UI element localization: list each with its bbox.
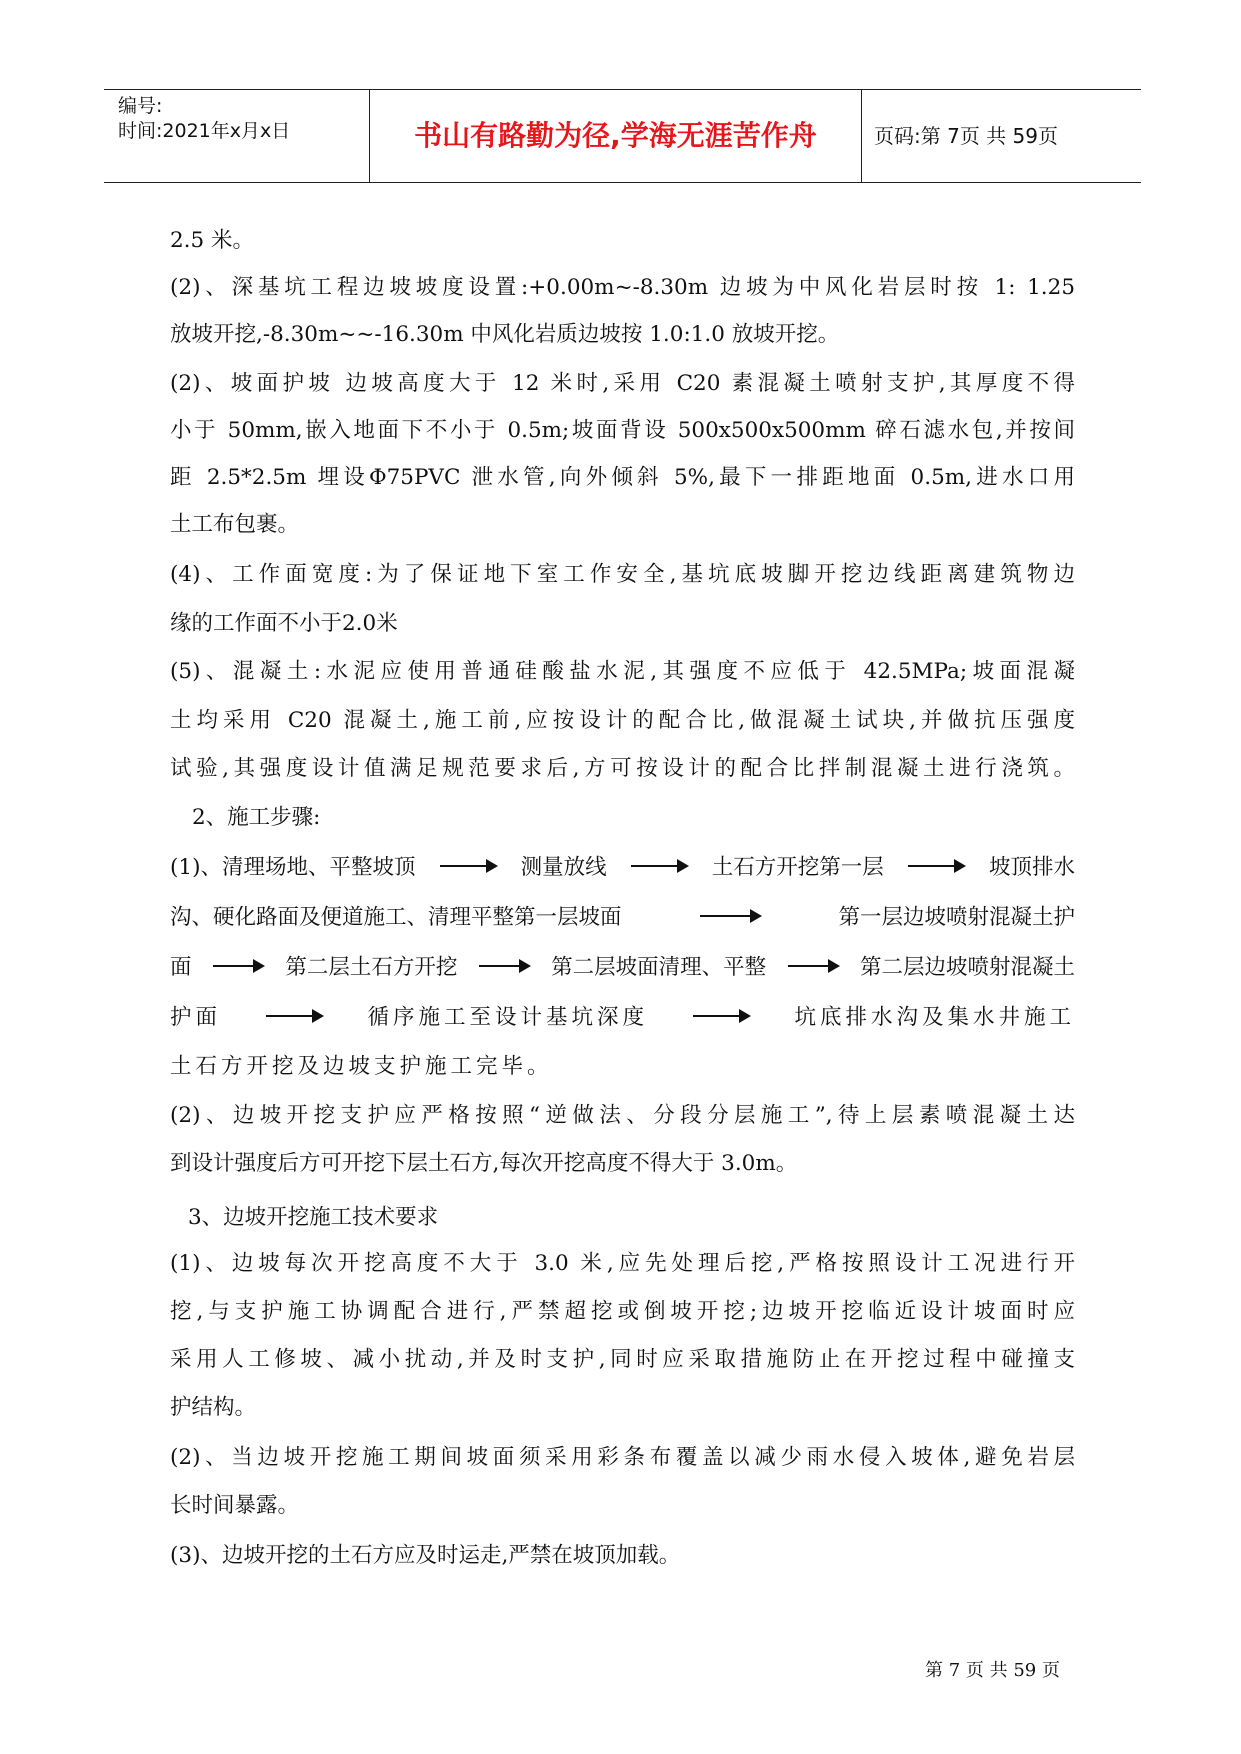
text-line: 挖,与支护施工协调配合进行,严禁超挖或倒坡开挖;边坡开挖临近设计坡面时应 xyxy=(170,1299,1075,1324)
text-line: (2)、坡面护坡 边坡高度大于 12 米时,采用 C20 素混凝土喷射支护,其厚度不得 xyxy=(170,371,1075,396)
flow-step: 土石方开挖第一层 xyxy=(711,855,884,880)
text-line: (2)、边坡开挖支护应严格按照“逆做法、分段分层施工”,待上层素喷混凝土达 xyxy=(170,1103,1075,1128)
text-line: 放坡开挖,-8.30m~~-16.30m 中风化岩质边坡按 1.0:1.0 放坡开挖。 xyxy=(170,322,840,347)
flow-step: 面 xyxy=(170,955,192,980)
arrow-icon xyxy=(700,915,760,917)
flow-step: 沟、硬化路面及便道施工、清理平整第一层坡面 xyxy=(170,905,622,930)
text-line: (5)、混凝土:水泥应使用普通硅酸盐水泥,其强度不应低于 42.5MPa;坡面混凝 xyxy=(170,659,1075,684)
text-line: 缘的工作面不小于2.0米 xyxy=(170,611,398,636)
flow-step: 第二层土石方开挖 xyxy=(285,955,458,980)
text-line: (2)、当边坡开挖施工期间坡面须采用彩条布覆盖以减少雨水侵入坡体,避免岩层 xyxy=(170,1445,1075,1470)
flow-step: 护面 xyxy=(170,1005,222,1030)
flow-step: 第二层坡面清理、平整 xyxy=(551,955,767,980)
flow-line xyxy=(170,900,1075,931)
arrow-icon xyxy=(788,965,838,967)
arrow-icon xyxy=(693,1015,749,1017)
arrow-icon xyxy=(631,865,687,867)
header-divider xyxy=(861,90,862,182)
section-heading: 2、施工步骤: xyxy=(192,805,321,830)
section-heading: 3、边坡开挖施工技术要求 xyxy=(188,1205,439,1230)
text-line: 土工布包裹。 xyxy=(170,512,300,537)
text-line: 试验,其强度设计值满足规范要求后,方可按设计的配合比拌制混凝土进行浇筑。 xyxy=(170,756,1075,781)
flow-line xyxy=(170,1000,1075,1031)
doc-number-label: 编号: xyxy=(118,95,163,117)
flow-step: 测量放线 xyxy=(520,855,607,880)
flow-line xyxy=(170,850,1075,881)
text-line: 采用人工修坡、减小扰动,并及时支护,同时应采取措施防止在开挖过程中碰撞支 xyxy=(170,1347,1075,1372)
flow-step: 坑底排水沟及集水井施工 xyxy=(794,1005,1075,1030)
text-line: 土均采用 C20 混凝土,施工前,应按设计的配合比,做混凝土试块,并做抗压强度 xyxy=(170,708,1075,733)
flow-step: 坡顶排水 xyxy=(988,855,1075,880)
doc-time-label: 时间:2021年x月x日 xyxy=(118,120,291,142)
text-line: (4)、工作面宽度:为了保证地下室工作安全,基坑底坡脚开挖边线距离建筑物边 xyxy=(170,562,1075,587)
arrow-icon xyxy=(479,965,529,967)
arrow-icon xyxy=(440,865,496,867)
text-line: 护结构。 xyxy=(170,1395,257,1420)
text-line: (2)、深基坑工程边坡坡度设置:+0.00m~-8.30m 边坡为中风化岩层时按 1: 1.25 xyxy=(170,275,1075,300)
arrow-icon xyxy=(908,865,964,867)
page-footer: 第 7 页 共 59 页 xyxy=(925,1660,1060,1681)
header-motto: 书山有路勤为径,学海无涯苦作舟 xyxy=(414,119,817,152)
flow-line: 土石方开挖及边坡支护施工完毕。 xyxy=(170,1054,553,1079)
text-line: 2.5 米。 xyxy=(170,228,255,253)
flow-step: 第二层边坡喷射混凝土 xyxy=(859,955,1075,980)
text-line: 长时间暴露。 xyxy=(170,1493,300,1518)
page-header xyxy=(104,89,1141,183)
header-meta xyxy=(118,94,290,144)
text-line: 到设计强度后方可开挖下层土石方,每次开挖高度不得大于 3.0m。 xyxy=(170,1151,798,1176)
header-page-label: 页码:第 7页 共 59页 xyxy=(874,124,1058,148)
flow-line xyxy=(170,950,1075,981)
text-line: 小于 50mm,嵌入地面下不小于 0.5m;坡面背设 500x500x500mm 碎石滤水包,并按间 xyxy=(170,418,1075,443)
arrow-icon xyxy=(266,1015,322,1017)
flow-step: 第一层边坡喷射混凝土护 xyxy=(838,905,1075,930)
text-line: (1)、边坡每次开挖高度不大于 3.0 米,应先处理后挖,严格按照设计工况进行开 xyxy=(170,1251,1075,1276)
text-line: (3)、边坡开挖的土石方应及时运走,严禁在坡顶加载。 xyxy=(170,1543,681,1568)
flow-step: 循序施工至设计基坑深度 xyxy=(367,1005,648,1030)
arrow-icon xyxy=(213,965,263,967)
text-line: 距 2.5*2.5m 埋设Φ75PVC 泄水管,向外倾斜 5%,最下一排距地面 0.5m,进水口用 xyxy=(170,465,1076,490)
flow-step: (1)、清理场地、平整坡顶 xyxy=(170,855,416,880)
